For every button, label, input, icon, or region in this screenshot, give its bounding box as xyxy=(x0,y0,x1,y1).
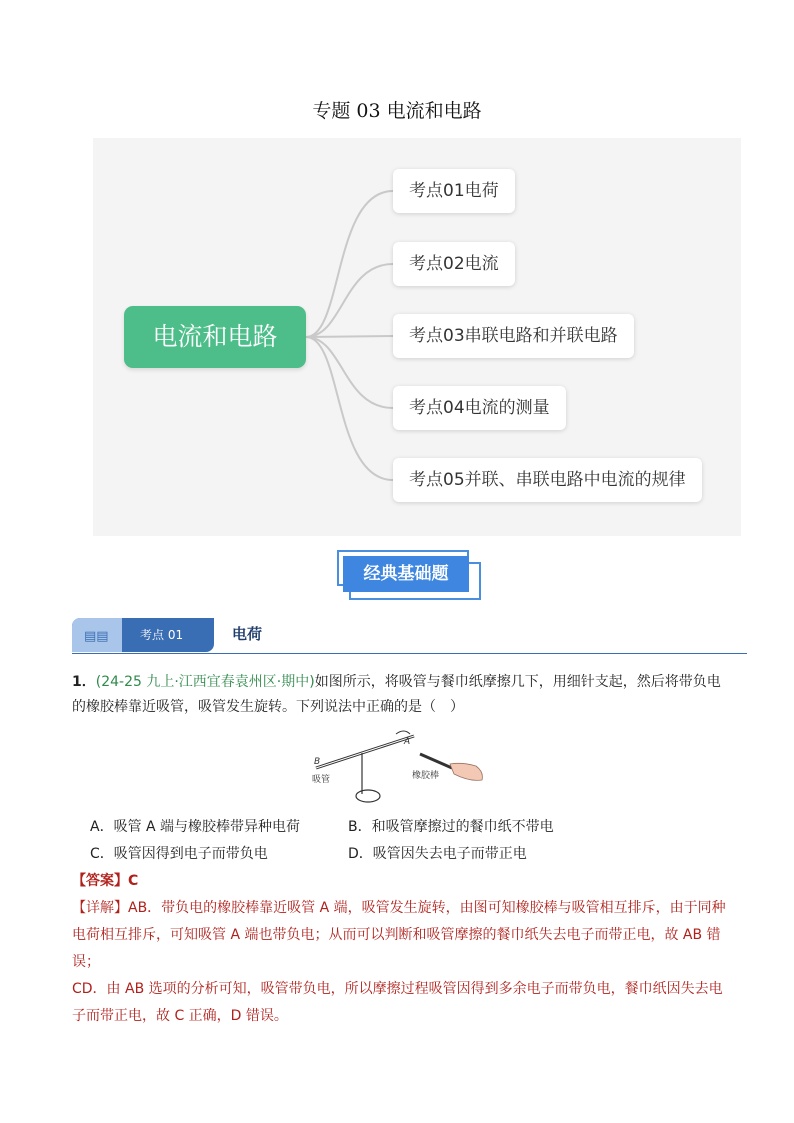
level-banner xyxy=(337,550,481,600)
hand-icon xyxy=(450,763,482,780)
question-number: 1． xyxy=(72,674,96,690)
detail-text-1: AB．带负电的橡胶棒靠近吸管 A 端，吸管发生旋转，由图可知橡胶棒与吸管相互排斥，由于同种电荷相互排斥，可知吸管 A 端也带负电；从而可以判断和吸管摩擦的餐巾纸失去电子而带正电，故 AB 错误； xyxy=(72,900,726,970)
answer-block xyxy=(72,868,732,1030)
label-straw: 吸管 xyxy=(312,775,331,785)
mind-map-root: 电流和电路 xyxy=(124,306,306,368)
rubber-rod xyxy=(420,754,452,768)
connector-1 xyxy=(306,191,393,337)
section-divider xyxy=(72,653,747,654)
section-tab xyxy=(72,618,214,652)
mind-map xyxy=(93,138,741,536)
question-stem xyxy=(72,670,732,720)
section-title: 电荷 xyxy=(232,625,263,643)
option-c[interactable]: C．吸管因得到电子而带负电 xyxy=(90,846,268,862)
connector-4 xyxy=(306,337,393,408)
option-b[interactable]: B．和吸管摩擦过的餐巾纸不带电 xyxy=(348,819,554,835)
book-icon: ▤▤ xyxy=(84,629,109,644)
answer-detail-1 xyxy=(72,895,732,976)
label-end-a: A xyxy=(404,737,411,747)
page-title: 专题 03 电流和电路 xyxy=(312,100,482,122)
answer-label: 【答案】C xyxy=(72,873,139,889)
support-base xyxy=(356,790,380,802)
topic-node-1: 考点01电荷 xyxy=(393,169,515,213)
question-source: (24-25 九上·江西宜春袁州区·期中) xyxy=(95,674,315,690)
banner-label: 经典基础题 xyxy=(343,556,469,592)
option-a[interactable]: A．吸管 A 端与橡胶棒带异种电荷 xyxy=(90,819,301,835)
option-d[interactable]: D．吸管因失去电子而带正电 xyxy=(348,846,527,862)
section-header xyxy=(72,618,747,654)
connector-2 xyxy=(306,264,393,337)
topic-node-3: 考点03串联电路和并联电路 xyxy=(393,314,634,358)
topic-node-4: 考点04电流的测量 xyxy=(393,386,566,430)
connector-3 xyxy=(306,336,393,337)
section-tab-label: 考点 01 xyxy=(140,628,184,642)
answer-detail-2: CD．由 AB 选项的分析可知，吸管带负电，所以摩擦过程吸管因得到多余电子而带负电，餐巾纸因失去电子而带正电，故 C 正确，D 错误。 xyxy=(72,981,723,1024)
label-rod: 橡胶棒 xyxy=(412,771,440,781)
rotation-arrow xyxy=(396,731,410,734)
straw-figure xyxy=(300,724,490,808)
topic-node-2: 考点02电流 xyxy=(393,242,515,286)
topic-node-5: 考点05并联、串联电路中电流的规律 xyxy=(393,458,702,502)
label-end-b: B xyxy=(314,757,321,767)
question-text: 如图所示，将吸管与餐巾纸摩擦几下，用细针支起，然后将带负电的橡胶棒靠近吸管，吸管发生旋转。下列说法中正确的是（ ） xyxy=(72,674,721,715)
detail-label: 【详解】 xyxy=(72,900,128,916)
connector-5 xyxy=(306,337,393,480)
